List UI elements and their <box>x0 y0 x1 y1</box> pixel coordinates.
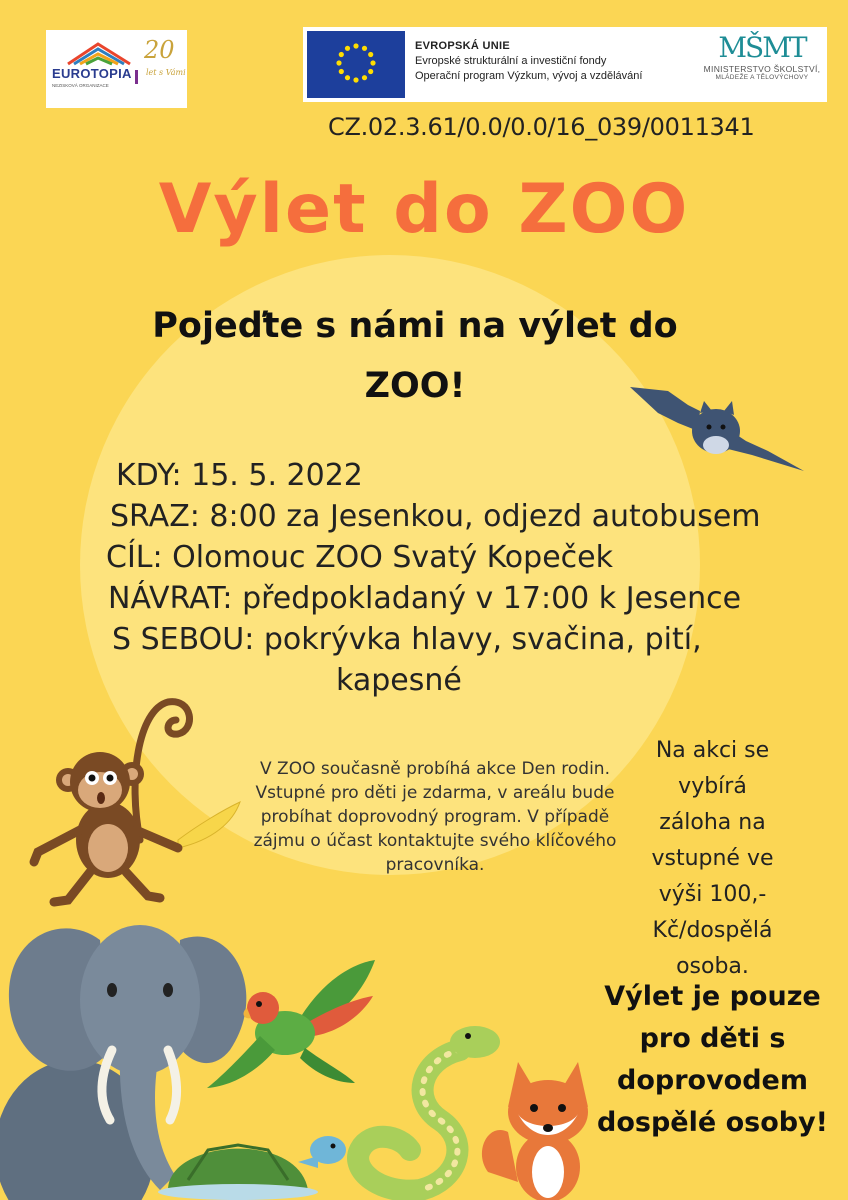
msmt-mark: MŠMT <box>718 31 806 64</box>
monkey-icon <box>28 690 248 915</box>
subtitle-line-2: ZOO! <box>364 366 466 406</box>
msmt-line-1: MINISTERSTVO ŠKOLSTVÍ, <box>703 64 821 74</box>
info-line: V ZOO současně probíhá akce Den rodin. <box>260 759 610 779</box>
info-paragraph <box>235 757 635 877</box>
warning-line: Výlet je pouze <box>604 981 821 1012</box>
warning-line: dospělé osoby! <box>597 1107 828 1138</box>
bat-icon <box>628 383 808 478</box>
eu-line-1: EVROPSKÁ UNIE <box>415 40 510 52</box>
eu-funding-logos <box>303 27 827 102</box>
eurotopia-anniversary: 20 <box>144 36 175 64</box>
detail-when: KDY: 15. 5. 2022 <box>116 458 363 493</box>
detail-destination: CÍL: Olomouc ZOO Svatý Kopeček <box>106 540 613 575</box>
eu-flag-icon <box>307 31 405 98</box>
warning-line: pro děti s <box>639 1023 786 1054</box>
fee-note <box>640 733 785 985</box>
msmt-logo <box>698 29 826 101</box>
registration-number: CZ.02.3.61/0.0/0.0/16_039/0011341 <box>328 113 755 141</box>
fee-line: osoba. <box>676 954 749 979</box>
eu-line-2: Evropské strukturální a investiční fondy <box>415 55 607 67</box>
eu-text <box>415 39 642 84</box>
page-title: Výlet do ZOO <box>158 170 690 249</box>
fox-icon <box>478 1052 608 1200</box>
info-line: probíhat doprovodný program. V případě <box>260 807 610 827</box>
warning-note <box>580 976 845 1144</box>
fee-line: Na akci se <box>655 738 770 763</box>
eu-line-3: Operační program Výzkum, vývoj a vzdělávání <box>415 70 643 82</box>
trip-details <box>100 455 820 701</box>
eurotopia-anniversary-text: let s Vámi <box>146 68 186 77</box>
warning-line: doprovodem <box>617 1065 808 1096</box>
info-line: pracovníka. <box>385 855 485 875</box>
fee-line: výši 100,- <box>658 882 767 907</box>
msmt-line-2: MLÁDEŽE A TĚLOVÝCHOVY <box>715 74 809 81</box>
turtle-icon <box>148 1110 348 1200</box>
detail-return: NÁVRAT: předpokladaný v 17:00 k Jesence <box>108 581 742 616</box>
info-line: Vstupné pro děti je zdarma, v areálu bude <box>255 783 615 803</box>
fee-line: vstupné ve <box>651 846 774 871</box>
fee-line: Kč/dospělá <box>652 918 773 943</box>
eurotopia-tagline: NEZISKOVÁ ORGANIZACE <box>52 83 109 88</box>
fee-line: záloha na <box>659 810 766 835</box>
eurotopia-name: EUROTOPIA <box>52 66 132 81</box>
info-line: zájmu o účast kontaktujte svého klíčového <box>253 831 617 851</box>
detail-meet: SRAZ: 8:00 za Jesenkou, odjezd autobusem <box>110 499 761 534</box>
eurotopia-logo <box>46 30 187 108</box>
detail-bring: S SEBOU: pokrývka hlavy, svačina, pití, <box>112 622 702 657</box>
detail-bring-cont: kapesné <box>336 663 462 698</box>
subtitle-line-1: Pojeďte s námi na výlet do <box>152 306 678 346</box>
fee-line: vybírá <box>678 774 747 799</box>
